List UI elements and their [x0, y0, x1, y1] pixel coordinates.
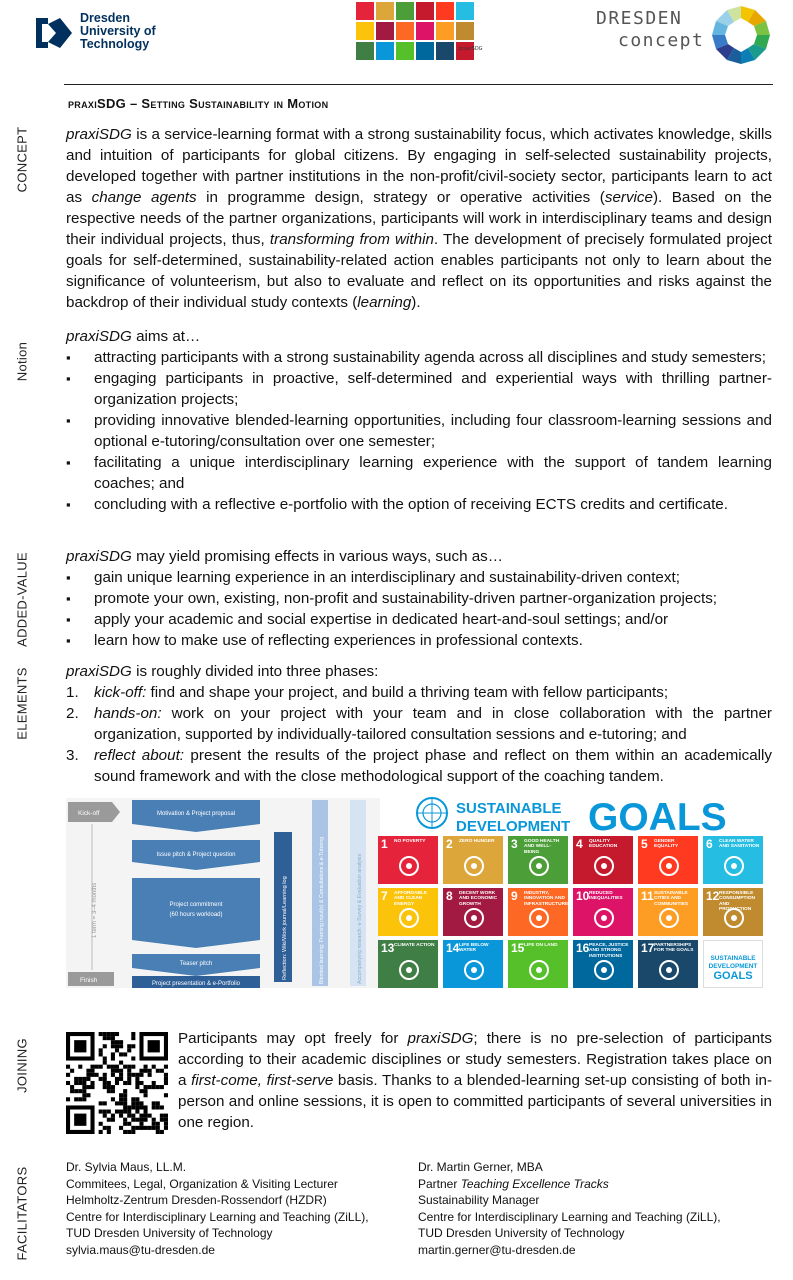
- praxisdg-color-cell: [396, 2, 414, 20]
- side-label-text: FACILITATORS: [14, 1166, 30, 1261]
- praxisdg-color-cell: [396, 42, 414, 60]
- concept-section: [66, 124, 772, 313]
- sdg-tile-title: AFFORDABLE AND CLEAN ENERGY: [394, 891, 428, 907]
- header-divider: [64, 84, 773, 85]
- sdg-tile-title: QUALITY EDUCATION: [589, 839, 618, 850]
- sdg-tile-number: 5: [641, 837, 648, 851]
- text: first-come, first-serve: [191, 1072, 334, 1089]
- facilitator-role: [418, 1176, 721, 1193]
- text: transforming from within: [269, 231, 434, 248]
- praxisdg-color-cell: [376, 22, 394, 40]
- sdg-tile-title: NO POVERTY: [394, 839, 426, 844]
- flow-step-label: (60 hours workload): [169, 912, 223, 918]
- reflection-label: Reflection: Wiki/Work journal/Learning log: [282, 876, 288, 980]
- sdg-tile-number: 13: [381, 941, 395, 955]
- facilitator-card: [66, 1159, 369, 1259]
- list-item: ▪ promote your own, existing, non-profit and sustainability-driven partner-organization projects;: [66, 588, 772, 609]
- list-item: ▪ concluding with a reflective e-portfolio with the option of receiving ECTS credits and certificate.: [66, 494, 772, 515]
- sdg-tile-16: [573, 940, 633, 988]
- sdg-tile-number: 4: [576, 837, 583, 851]
- side-label-text: CONCEPT: [14, 126, 30, 193]
- text: Partner: [418, 1176, 461, 1191]
- praxisdg-color-cell: [356, 42, 374, 60]
- tud-wordmark-line: Dresden: [80, 11, 131, 25]
- list-item: ▪ engaging participants in proactive, self-determined and experiential ways with thrilling partner-organization projects;: [66, 368, 772, 410]
- facilitator-name: Dr. Sylvia Maus, LL.M.: [66, 1160, 187, 1174]
- sdg-tile-title: GOOD HEALTH AND WELL-BEING: [524, 839, 560, 855]
- sdg-logo-line: SUSTAINABLE: [710, 955, 756, 962]
- list-item: [66, 745, 772, 787]
- facilitator-name: Dr. Martin Gerner, MBA: [418, 1160, 543, 1174]
- sdg-goals-word: GOALS: [588, 796, 727, 836]
- flow-step-label: Motivation & Project proposal: [156, 811, 236, 817]
- duration-label: 1 term = 3–4 months: [92, 882, 98, 938]
- sdg-goal-9-icon: [524, 904, 554, 932]
- sdg-title-line: SUSTAINABLE: [456, 800, 562, 817]
- sdg-goal-14-icon: [459, 956, 489, 984]
- brand-name: praxiSDG: [66, 548, 132, 565]
- added-value-intro: [66, 546, 772, 567]
- praxisdg-color-cell: [416, 2, 434, 20]
- list-item: ▪ facilitating a unique interdisciplinary learning experience with the support of tandem learning coaches; and: [66, 452, 772, 494]
- side-label-text: ADDED-VALUE: [14, 552, 30, 647]
- praxisdg-color-cell: [436, 2, 454, 20]
- dc-line: concept: [618, 30, 705, 51]
- praxisdg-color-cell: [416, 22, 434, 40]
- praxisdg-color-cell: [356, 22, 374, 40]
- praxisdg-logo-label: praxiSDG: [459, 46, 483, 52]
- sdg-tile-number: 14: [446, 941, 460, 955]
- sdg-tile-2: [443, 836, 503, 884]
- sdg-goal-6-icon: [719, 852, 749, 880]
- sdg-tile-title: DECENT WORK AND ECONOMIC GROWTH: [459, 891, 498, 907]
- sdg-goal-8-icon: [459, 904, 489, 932]
- sdg-tile-number: 15: [511, 941, 525, 955]
- text: . The development of precisely formulated project goals for self-determined, sustainability-related action enables participants not only to learn about the significance of volunteerism, but also to evaluate and reflect on its opportunities and risks against the backdrop of their individual study contexts (: [66, 231, 772, 311]
- facilitator-affiliation: Centre for Interdisciplinary Learning and Teaching (ZiLL),: [418, 1209, 721, 1224]
- sdg-tile-title: LIFE ON LAND: [524, 943, 558, 948]
- sdg-tile-15: [508, 940, 568, 988]
- sdg-tile-number: 11: [641, 889, 654, 903]
- sdg-tile-3: [508, 836, 568, 884]
- facilitator-affiliation: TUD Dresden University of Technology: [418, 1226, 625, 1241]
- accompanying-research-label: Accompanying research: e-Survey & Evaluation analysis: [357, 853, 363, 984]
- sdg-logo-tile: [703, 940, 763, 988]
- sdg-tile-title: LIFE BELOW WATER: [459, 943, 489, 954]
- text: is a service-learning format with a strong sustainability focus, which activates knowledge, skills and intuition of participants for global citizens. By engaging in self-selected sustainability projects, developed together with partner institutions in the non-profit/civil-society sector, participants learn to act as: [66, 126, 772, 206]
- tud-wordmark-line: University of: [80, 24, 156, 38]
- page-header: [0, 0, 793, 86]
- text: may yield promising effects in various ways, such as…: [131, 548, 503, 565]
- sdg-tile-13: [378, 940, 438, 988]
- sdg-tile-title: PEACE, JUSTICE AND STRONG INSTITUTIONS: [589, 943, 629, 959]
- sdg-logo-line: GOALS: [713, 970, 753, 983]
- tud-logo: [34, 12, 164, 58]
- phase-term: reflect about:: [94, 747, 185, 764]
- sdg-goal-11-icon: [654, 904, 684, 932]
- sdg-goal-10-icon: [589, 904, 619, 932]
- elements-section: [66, 661, 772, 787]
- joining-paragraph: [178, 1028, 772, 1133]
- dresden-concept-wordmark: [596, 8, 704, 52]
- text: basis. Thanks to a blended-learning set-up consisting of both in-person and online sessions, it is open to committed participants of several universities in one region.: [178, 1072, 772, 1131]
- sdg-title-line: DEVELOPMENT: [456, 818, 571, 835]
- text: ; there is no pre-selection of participants according to their academic disciplines or study semesters. Registration takes place on a: [178, 1030, 772, 1089]
- sdg-tile-number: 6: [706, 837, 713, 851]
- sdg-logo-line: DEVELOPMENT: [708, 962, 758, 970]
- sdg-goal-1-icon: [394, 852, 424, 880]
- item-number: 3.: [66, 747, 79, 764]
- list-item: ▪ attracting participants with a strong sustainability agenda across all disciplines and study semesters;: [66, 347, 772, 368]
- text: ). Based on the respective needs of the partner organizations, participants will work in interdisciplinary teams and design their individual projects, thus,: [66, 189, 772, 248]
- list-item: [66, 682, 772, 703]
- dc-line: DRESDEN: [596, 8, 683, 29]
- item-number: 1.: [66, 684, 79, 701]
- sdg-tile-title: ZERO HUNGER: [459, 839, 495, 844]
- sdg-tile-14: [443, 940, 503, 988]
- sdg-tile-12: [703, 888, 763, 936]
- elements-intro: [66, 661, 772, 682]
- page-title: praxiSDG – Setting Sustainability in Motion: [68, 96, 329, 111]
- tud-wordmark: [80, 12, 156, 51]
- text: in programme design, strategy or operative activities (: [196, 189, 605, 206]
- praxisdg-color-cell: [436, 22, 454, 40]
- sdg-tile-number: 16: [576, 941, 590, 955]
- sdg-tile-number: 2: [446, 837, 453, 851]
- sdg-tile-number: 8: [446, 889, 453, 903]
- notion-section: [66, 326, 772, 515]
- sdg-goal-17-icon: [654, 956, 684, 984]
- sdg-tile-number: 17: [641, 941, 655, 955]
- flow-step-label: Teaser pitch: [179, 961, 213, 967]
- phase-term: hands-on:: [94, 705, 162, 722]
- phase-flow-diagram: [66, 798, 380, 988]
- brand-name: praxiSDG: [407, 1030, 474, 1047]
- brand-name: praxiSDG: [66, 126, 132, 143]
- text: learning: [357, 294, 412, 311]
- sdg-tile-9: [508, 888, 568, 936]
- sdg-tile-number: 1: [381, 837, 388, 851]
- facilitator-affiliation: Helmholtz-Zentrum Dresden-Rossendorf (HZDR): [66, 1193, 327, 1208]
- sdg-goal-13-icon: [394, 956, 424, 984]
- praxisdg-color-cell: [456, 2, 474, 20]
- praxisdg-logo: [356, 2, 482, 62]
- notion-intro: [66, 326, 772, 347]
- facilitator-affiliation: Centre for Interdisciplinary Learning and Teaching (ZiLL),: [66, 1209, 369, 1224]
- flow-step-label: Project presentation & e-Portfolio: [151, 981, 241, 987]
- text: present the results of the project phase and reflect on them within an academically sound framework and with the close methodological support of the coaching tandem.: [94, 747, 772, 785]
- facilitator-role: Sustainability Manager: [418, 1193, 540, 1208]
- notion-list: [66, 347, 772, 515]
- sdg-goal-5-icon: [654, 852, 684, 880]
- sdg-tile-title: REDUCED INEQUALITIES: [589, 891, 623, 902]
- praxisdg-color-cell: [376, 2, 394, 20]
- elements-list: [66, 682, 772, 787]
- facilitator-email[interactable]: sylvia.maus@tu-dresden.de: [66, 1242, 215, 1257]
- sdg-tile-11: [638, 888, 698, 936]
- sdg-tile-6: [703, 836, 763, 884]
- sdg-tile-17: [638, 940, 698, 988]
- praxisdg-color-cell: [356, 2, 374, 20]
- concept-paragraph: [66, 124, 772, 313]
- sdg-goal-7-icon: [394, 904, 424, 932]
- sdg-tile-8: [443, 888, 503, 936]
- sdg-tile-title: RESPONSIBLE CONSUMPTION AND PRODUCTION: [719, 891, 755, 913]
- text: work on your project with your team and in close collaboration with the partner organization, supported by individually-tailored consultation sessions and e-tutoring; and: [94, 705, 772, 743]
- praxisdg-color-cell: [376, 42, 394, 60]
- sdg-tile-title: SUSTAINABLE CITIES AND COMMUNITIES: [654, 891, 689, 907]
- text: is roughly divided into three phases:: [131, 663, 379, 680]
- tud-wordmark-line: Technology: [80, 37, 150, 51]
- dresden-concept-logo: [596, 4, 776, 64]
- facilitator-role: Commitees, Legal, Organization & Visiting Lecturer: [66, 1176, 338, 1191]
- text: aims at…: [131, 328, 201, 345]
- qr-code[interactable]: [66, 1032, 168, 1134]
- list-item: ▪ learn how to make use of reflecting experiences in professional contexts.: [66, 630, 772, 651]
- flow-step-label: Issue pitch & Project question: [156, 852, 236, 858]
- flow-step-label: Project commitment: [169, 902, 223, 908]
- side-label-text: Notion: [14, 341, 30, 382]
- blended-learning-label: Blended learning: Framing input(s) & Consultations & e-Tutoring: [319, 836, 325, 984]
- text: Teaching Excellence Tracks: [460, 1176, 609, 1191]
- finish-label: Finish: [80, 977, 98, 984]
- text: change agents: [91, 189, 197, 206]
- added-value-list: [66, 567, 772, 651]
- phase-term: kick-off:: [94, 684, 147, 701]
- sdg-tile-title: CLIMATE ACTION: [394, 943, 435, 948]
- sdg-tile-title: INDUSTRY, INNOVATION AND INFRASTRUCTURE: [524, 891, 568, 907]
- sdg-panel: [376, 796, 764, 988]
- sdg-goal-3-icon: [524, 852, 554, 880]
- sdg-goal-12-icon: [719, 904, 749, 932]
- sdg-tile-title: GENDER EQUALITY: [654, 839, 679, 850]
- added-value-section: [66, 546, 772, 651]
- tud-mark-icon: [34, 14, 74, 52]
- sdg-tile-title: CLEAN WATER AND SANITATION: [719, 839, 760, 850]
- sdg-tile-number: 10: [576, 889, 590, 903]
- praxisdg-color-cell: [436, 42, 454, 60]
- list-item: ▪ apply your academic and social expertise in dedicated heart-and-soul settings; and/or: [66, 609, 772, 630]
- sdg-tile-1: [378, 836, 438, 884]
- sdg-goal-4-icon: [589, 852, 619, 880]
- sdg-tile-number: 7: [381, 889, 388, 903]
- list-item: ▪ providing innovative blended-learning opportunities, including four classroom-learning sessions and optional e-tutoring/consultation over one semester;: [66, 410, 772, 452]
- praxisdg-color-cell: [416, 42, 434, 60]
- list-item: ▪ gain unique learning experience in an interdisciplinary and sustainability-driven context;: [66, 567, 772, 588]
- sdg-tile-4: [573, 836, 633, 884]
- text: service: [604, 189, 653, 206]
- sdg-tile-5: [638, 836, 698, 884]
- praxisdg-color-cell: [456, 22, 474, 40]
- sdg-tile-number: 9: [511, 889, 518, 903]
- sdg-header: [376, 796, 764, 836]
- brand-name: praxiSDG: [66, 328, 132, 345]
- dresden-concept-ring-icon: [710, 4, 772, 66]
- facilitator-card: [418, 1159, 721, 1259]
- sdg-tile-7: [378, 888, 438, 936]
- sdg-goal-15-icon: [524, 956, 554, 984]
- kickoff-label: Kick-off: [78, 810, 100, 817]
- sdg-tile-10: [573, 888, 633, 936]
- text: Participants may opt freely for: [178, 1030, 408, 1047]
- facilitator-affiliation: TUD Dresden University of Technology: [66, 1226, 273, 1241]
- sdg-tile-grid: [378, 836, 764, 988]
- sdg-tile-title: PARTNERSHIPS FOR THE GOALS: [654, 943, 694, 954]
- side-label-text: ELEMENTS: [14, 667, 30, 740]
- list-item: [66, 703, 772, 745]
- text: find and shape your project, and build a thriving team with fellow participants;: [146, 684, 669, 701]
- brand-name: praxiSDG: [66, 663, 132, 680]
- text: ).: [411, 294, 421, 311]
- item-number: 2.: [66, 705, 79, 722]
- facilitator-email[interactable]: martin.gerner@tu-dresden.de: [418, 1242, 576, 1257]
- side-label-text: JOINING: [14, 1038, 30, 1093]
- sdg-goal-2-icon: [459, 852, 489, 880]
- praxisdg-color-cell: [396, 22, 414, 40]
- sdg-goal-16-icon: [589, 956, 619, 984]
- sdg-tile-number: 3: [511, 837, 518, 851]
- sdg-tile-number: 12: [706, 889, 720, 903]
